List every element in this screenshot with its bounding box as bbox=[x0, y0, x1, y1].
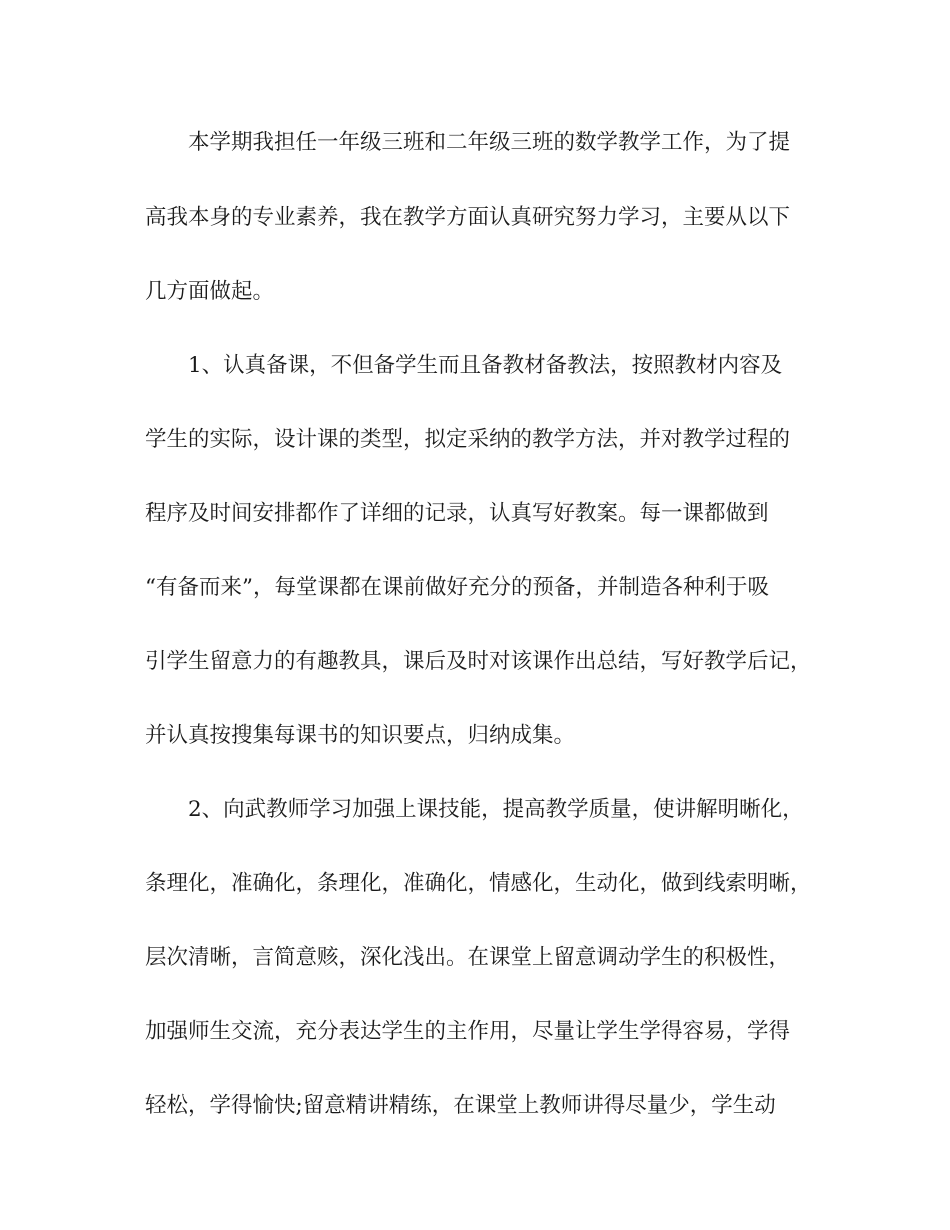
paragraph-1-line-1: 本学期我担任一年级三班和二年级三班的数学教学工作，为了提 bbox=[188, 130, 791, 155]
paragraph-3-line-2: 条理化，准确化，条理化，准确化，情感化，生动化，做到线索明晰， bbox=[145, 871, 812, 896]
paragraph-2-line-4: “有备而来”，每堂课都在课前做好充分的预备，并制造各种利于吸 bbox=[145, 575, 769, 600]
paragraph-3-line-4: 加强师生交流，充分表达学生的主作用，尽量让学生学得容易，学得 bbox=[145, 1019, 791, 1044]
paragraph-2-line-5: 引学生留意力的有趣教具，课后及时对该课作出总结，写好教学后记， bbox=[145, 649, 812, 674]
paragraph-1-line-3: 几方面做起。 bbox=[145, 279, 275, 304]
paragraph-2-line-3: 程序及时间安排都作了详细的记录，认真写好教案。每一课都做到 bbox=[145, 501, 769, 526]
paragraph-2-line-6: 并认真按搜集每课书的知识要点，归纳成集。 bbox=[145, 723, 576, 748]
paragraph-3-line-1: 2、向武教师学习加强上课技能，提高教学质量，使讲解明晰化， bbox=[188, 797, 804, 822]
paragraph-2-line-2: 学生的实际，设计课的类型，拟定采纳的教学方法，并对教学过程的 bbox=[145, 427, 791, 452]
paragraph-3-line-5: 轻松，学得愉快;留意精讲精练，在课堂上教师讲得尽量少，学生动 bbox=[145, 1093, 776, 1118]
paragraph-2-line-1: 1、认真备课，不但备学生而且备教材备教法，按照教材内容及 bbox=[188, 353, 783, 378]
paragraph-1-line-2: 高我本身的专业素养，我在教学方面认真研究努力学习，主要从以下 bbox=[145, 205, 791, 230]
paragraph-3-line-3: 层次清晰，言简意赅，深化浅出。在课堂上留意调动学生的积极性， bbox=[145, 945, 791, 970]
